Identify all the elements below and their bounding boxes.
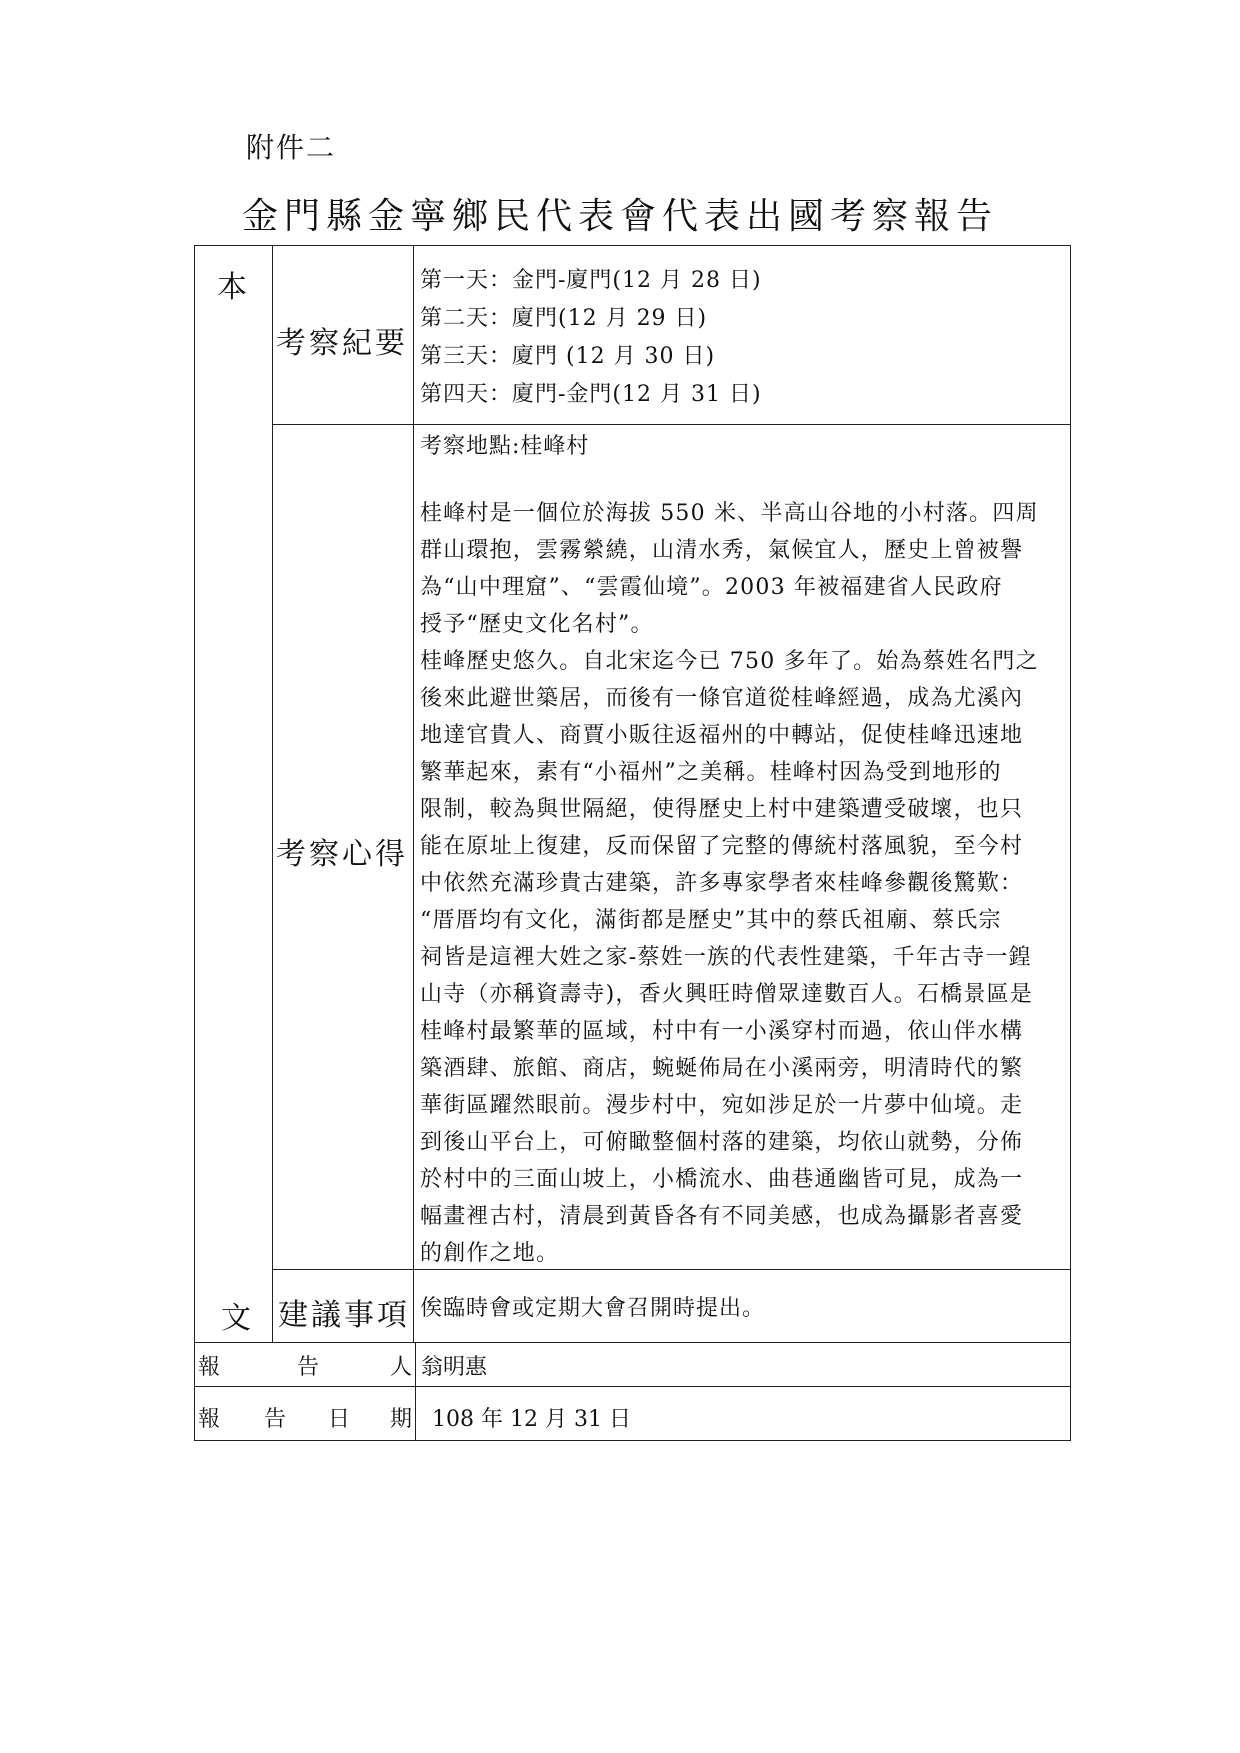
reporter-label-char: 報 bbox=[198, 1355, 221, 1380]
experience-line: 祠皆是這裡大姓之家-蔡姓一族的代表性建築，千年古寺一鍠 bbox=[420, 945, 1032, 970]
row-divider-suggestions bbox=[194, 1342, 1071, 1343]
reporter-label-char: 人 bbox=[390, 1355, 413, 1380]
experience-line: 桂峰歷史悠久。自北宋迄今已 750 多年了。始為蔡姓名門之 bbox=[420, 649, 1039, 674]
schedule-day-1: 第一天：金門-廈門(12 月 28 日) bbox=[420, 268, 762, 293]
schedule-list bbox=[420, 262, 762, 414]
experience-line: 桂峰村最繁華的區域，村中有一小溪穿村而過，依山伴水構 bbox=[420, 1019, 1024, 1044]
summary-label: 考察紀要 bbox=[276, 326, 408, 361]
report-title: 金門縣金寧鄉民代表會代表出國考察報告 bbox=[241, 196, 998, 237]
column-divider-side bbox=[272, 245, 273, 1342]
experience-line: 限制，較為與世隔絕，使得歷史上村中建築遭受破壞，也只 bbox=[420, 797, 1024, 822]
experience-line: 幅畫裡古村，清晨到黃昏各有不同美感，也成為攝影者喜愛 bbox=[420, 1204, 1024, 1229]
reporter-label-char: 告 bbox=[297, 1355, 320, 1380]
row-divider-summary bbox=[272, 424, 1071, 425]
suggestions-text: 俟臨時會或定期大會召開時提出。 bbox=[420, 1296, 766, 1321]
suggestions-label: 建議事項 bbox=[278, 1298, 410, 1333]
experience-line: 中依然充滿珍貴古建築，許多專家學者來桂峰參觀後驚歎： bbox=[420, 871, 1024, 896]
side-label-bottom: 文 bbox=[221, 1301, 251, 1336]
experience-label: 考察心得 bbox=[276, 837, 408, 872]
date-label-char: 日 bbox=[328, 1407, 351, 1432]
experience-line: 桂峰村是一個位於海拔 550 米、半高山谷地的小村落。四周 bbox=[420, 501, 1039, 526]
side-label-top: 本 bbox=[217, 270, 247, 305]
date-label-char: 告 bbox=[264, 1407, 287, 1432]
experience-line: 到後山平台上，可俯瞰整個村落的建築，均依山就勢，分佈 bbox=[420, 1130, 1024, 1155]
experience-line: 能在原址上復建，反而保留了完整的傳統村落風貌，至今村 bbox=[420, 834, 1024, 859]
reporter-name: 翁明惠 bbox=[421, 1355, 488, 1380]
experience-line: 的創作之地。 bbox=[420, 1241, 560, 1266]
experience-line: 於村中的三面山坡上，小橋流水、曲巷通幽皆可見，成為一 bbox=[420, 1167, 1024, 1192]
experience-line: 築酒肆、旅館、商店，蜿蜒佈局在小溪兩旁，明清時代的繁 bbox=[420, 1056, 1024, 1081]
experience-line: “厝厝均有文化，滿街都是歷史”其中的蔡氏祖廟、蔡氏宗 bbox=[420, 908, 1002, 933]
row-divider-reporter bbox=[194, 1386, 1071, 1387]
column-divider-label bbox=[413, 245, 414, 1342]
experience-line: 華街區躍然眼前。漫步村中，宛如涉足於一片夢中仙境。走 bbox=[420, 1093, 1024, 1118]
schedule-day-2: 第二天：廈門(12 月 29 日) bbox=[420, 306, 708, 331]
experience-line: 後來此避世築居，而後有一條官道從桂峰經過，成為尤溪內 bbox=[420, 686, 1024, 711]
experience-line: 繁華起來，素有“小福州”之美稱。桂峰村因為受到地形的 bbox=[420, 760, 1002, 785]
experience-line: 地達官貴人、商賈小販往返福州的中轉站，促使桂峰迅速地 bbox=[420, 723, 1024, 748]
experience-line: 為“山中理窟”、“雲霞仙境”。2003 年被福建省人民政府 bbox=[420, 575, 1003, 600]
experience-line: 山寺（亦稱資壽寺)，香火興旺時僧眾達數百人。石橋景區是 bbox=[420, 982, 1033, 1007]
report-date-value: 108 年 12 月 31 日 bbox=[432, 1407, 631, 1432]
schedule-day-4: 第四天：廈門-金門(12 月 31 日) bbox=[420, 382, 762, 407]
column-divider-footer bbox=[415, 1342, 416, 1441]
visit-location: 考察地點:桂峰村 bbox=[420, 434, 590, 459]
experience-line: 群山環抱，雲霧縈繞，山清水秀，氣候宜人，歷史上曾被譽 bbox=[420, 538, 1024, 563]
experience-line: 授予“歷史文化名村”。 bbox=[420, 612, 654, 637]
date-label-char: 報 bbox=[198, 1407, 221, 1432]
schedule-day-3: 第三天：廈門 (12 月 30 日) bbox=[420, 344, 716, 369]
experience-text bbox=[420, 495, 1039, 1272]
attachment-label: 附件二 bbox=[246, 131, 337, 164]
date-label-char: 期 bbox=[390, 1407, 413, 1432]
